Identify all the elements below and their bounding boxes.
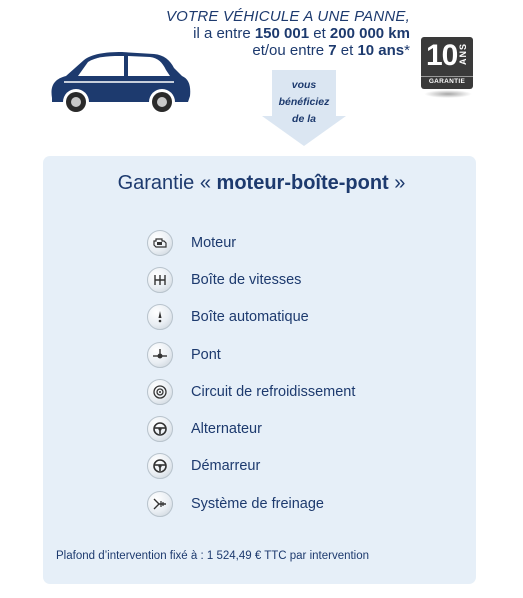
item-label: Alternateur [191, 421, 262, 438]
title-bold: moteur-boîte-pont [216, 172, 389, 194]
cooling-icon [147, 379, 173, 405]
list-item [147, 373, 467, 410]
warranty-badge [421, 37, 473, 89]
headline-line-3 [160, 42, 410, 59]
years-from: 7 [328, 42, 337, 59]
header [0, 0, 523, 150]
badge-shadow [424, 90, 472, 98]
list-item [147, 224, 467, 261]
years-to: 10 ans [357, 42, 405, 59]
title-text: Garantie « [117, 172, 217, 194]
badge-number: 10 [426, 39, 458, 72]
arrow-text-line: bénéficiez [278, 96, 330, 108]
list-item [147, 336, 467, 373]
headline-line-2 [160, 25, 410, 42]
km-to: 200 000 km [329, 25, 410, 42]
arrow-text-line: de la [292, 113, 316, 125]
axle-icon [147, 342, 173, 368]
headline-line-1: VOTRE VÉHICULE A UNE PANNE, [165, 8, 410, 25]
km-from: 150 001 [254, 25, 310, 42]
alternator-icon [147, 416, 173, 442]
panel-title [0, 172, 523, 195]
list-item [147, 261, 467, 298]
headline [160, 8, 410, 59]
badge-unit: ANS [458, 43, 468, 66]
arrow-text [262, 77, 346, 128]
brake-icon [147, 491, 173, 517]
coverage-footnote: Plafond d’intervention fixé à : 1 524,49 € TTC par intervention [56, 550, 370, 562]
coverage-list [147, 224, 467, 522]
item-label: Circuit de refroidissement [191, 383, 356, 400]
list-item [147, 485, 467, 522]
item-label: Moteur [191, 234, 237, 251]
headline-text: et [336, 42, 358, 59]
list-item [147, 410, 467, 447]
headline-text: et/ou entre [252, 42, 329, 59]
item-label: Démarreur [191, 458, 261, 475]
headline-text: et [309, 25, 330, 42]
item-label: Boîte de vitesses [191, 271, 302, 288]
asterisk: * [404, 42, 410, 59]
item-label: Boîte automatique [191, 309, 309, 326]
title-text: » [388, 172, 406, 194]
badge-caption: GARANTIE [421, 76, 473, 85]
warning-icon [147, 304, 173, 330]
arrow-text-line: vous [291, 79, 317, 91]
gearbox-icon [147, 267, 173, 293]
headline-text: il a entre [193, 25, 255, 42]
engine-icon [147, 230, 173, 256]
starter-icon [147, 453, 173, 479]
item-label: Pont [191, 346, 221, 363]
list-item [147, 448, 467, 485]
item-label: Système de freinage [191, 495, 324, 512]
list-item [147, 299, 467, 336]
